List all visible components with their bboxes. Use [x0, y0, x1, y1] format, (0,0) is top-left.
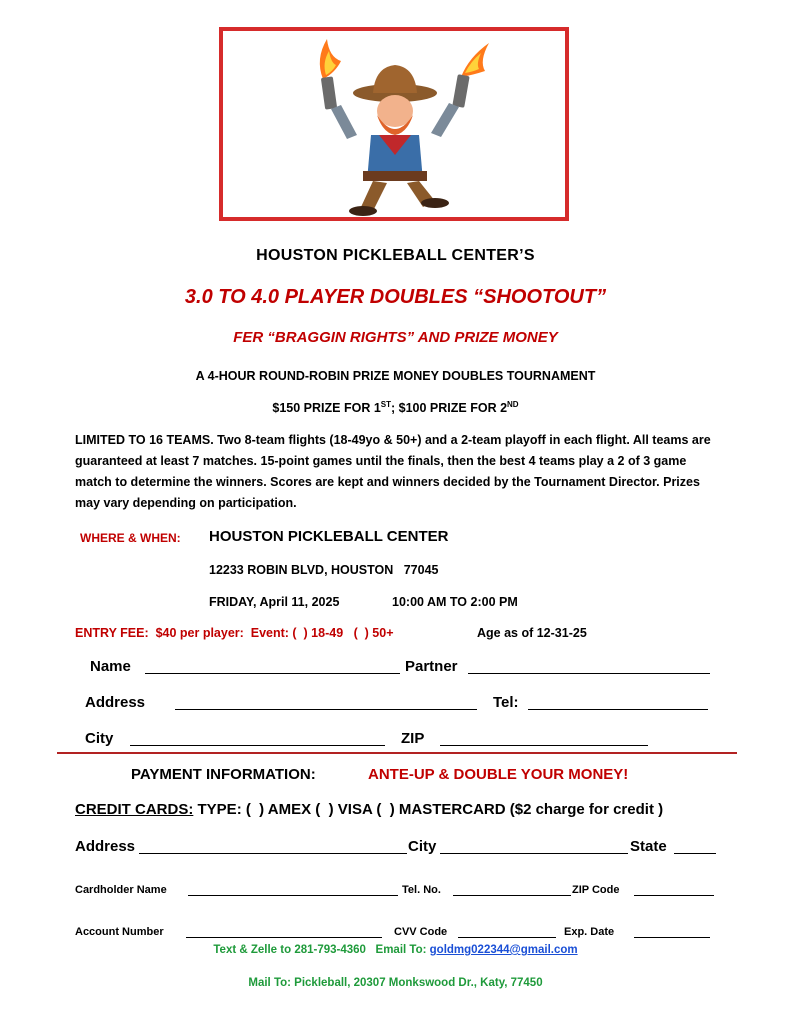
- credit-cards-label: CREDIT CARDS:: [75, 801, 194, 818]
- address-field[interactable]: [175, 709, 477, 710]
- telno-label: Tel. No.: [402, 884, 441, 896]
- cvv-field[interactable]: [458, 937, 556, 938]
- contact-line: [0, 944, 791, 956]
- pay-address-field[interactable]: [139, 853, 407, 854]
- entry-fee: ENTRY FEE: $40 per player: Event: ( ) 18-49 ( ) 50+: [75, 626, 394, 640]
- credit-cards-options: TYPE: ( ) AMEX ( ) VISA ( ) MASTERCARD ($2 charge for credit ): [193, 801, 664, 818]
- telno-field[interactable]: [453, 895, 571, 896]
- payment-slogan: ANTE-UP & DOUBLE YOUR MONEY!: [368, 766, 629, 783]
- event-subtitle: FER “BRAGGIN RIGHTS” AND PRIZE MONEY: [233, 329, 558, 346]
- partner-field[interactable]: [468, 673, 710, 674]
- event-time: 10:00 AM TO 2:00 PM: [392, 595, 518, 609]
- pay-city-label: City: [408, 838, 437, 855]
- name-label: Name: [90, 658, 131, 675]
- pay-state-label: State: [630, 838, 667, 855]
- exp-label: Exp. Date: [564, 926, 615, 938]
- pay-address-label: Address: [75, 838, 136, 855]
- pay-state-field[interactable]: [674, 853, 716, 854]
- account-field[interactable]: [186, 937, 382, 938]
- age-note: Age as of 12-31-25: [477, 626, 587, 640]
- prize-first-sup: ST: [380, 400, 392, 409]
- prize-first: $150 PRIZE FOR 1: [272, 401, 381, 416]
- event-date: FRIDAY, April 11, 2025: [209, 595, 340, 609]
- cardholder-label: Cardholder Name: [75, 884, 167, 896]
- payment-label: PAYMENT INFORMATION:: [131, 766, 316, 783]
- cardholder-field[interactable]: [188, 895, 398, 896]
- partner-label: Partner: [405, 658, 458, 675]
- prize-second: ; $100 PRIZE FOR 2: [391, 401, 508, 416]
- mail-to: Mail To: Pickleball, 20307 Monkswood Dr., Katy, 77450: [248, 977, 543, 989]
- email-label: Email To:: [375, 944, 427, 956]
- venue-address: 12233 ROBIN BLVD, HOUSTON 77045: [209, 563, 439, 577]
- zipcode-label: ZIP Code: [572, 884, 620, 896]
- name-field[interactable]: [145, 673, 400, 674]
- section-divider: [57, 752, 737, 754]
- exp-field[interactable]: [634, 937, 710, 938]
- account-label: Account Number: [75, 926, 164, 938]
- city-field[interactable]: [130, 745, 385, 746]
- event-title: 3.0 TO 4.0 PLAYER DOUBLES “SHOOTOUT”: [184, 286, 607, 308]
- cowboy-gunslinger-icon: [223, 31, 565, 217]
- venue-name: HOUSTON PICKLEBALL CENTER: [209, 528, 449, 545]
- zipcode-field[interactable]: [634, 895, 714, 896]
- text-zelle: Text & Zelle to 281-793-4360: [213, 944, 366, 956]
- tel-label: Tel:: [493, 694, 519, 711]
- tournament-description: LIMITED TO 16 TEAMS. Two 8-team flights (18-49yo & 50+) and a 2-team playoff in each flight. All teams are guaranteed at least 7 matches. 15-point games until the finals, then the best 4 teams play a 2 of 3 game match to determine the winners. Scores are kept and winners decided by the Tournament Director. Prizes may vary depending on participation.: [75, 433, 711, 510]
- logo-frame: [219, 27, 569, 221]
- tel-field[interactable]: [528, 709, 708, 710]
- cvv-label: CVV Code: [394, 926, 448, 938]
- zip-label: ZIP: [401, 730, 425, 747]
- prize-line: [0, 400, 791, 415]
- org-heading: HOUSTON PICKLEBALL CENTER’S: [256, 247, 535, 264]
- zip-field[interactable]: [440, 745, 648, 746]
- prize-second-sup: ND: [507, 400, 519, 409]
- where-when-label: WHERE & WHEN:: [80, 531, 181, 545]
- credit-cards-line: [75, 801, 663, 818]
- pay-city-field[interactable]: [440, 853, 628, 854]
- event-tagline: A 4-HOUR ROUND-ROBIN PRIZE MONEY DOUBLES TOURNAMENT: [195, 369, 596, 383]
- city-label: City: [85, 730, 114, 747]
- address-label: Address: [85, 694, 146, 711]
- email-link[interactable]: goldmg022344@gmail.com: [429, 944, 578, 956]
